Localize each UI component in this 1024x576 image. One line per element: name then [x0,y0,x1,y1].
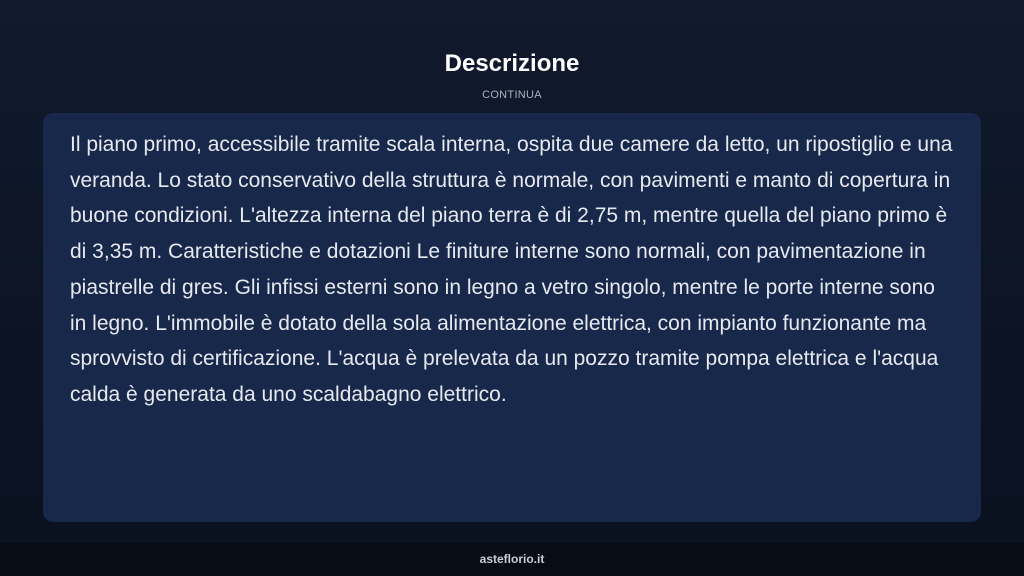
description-card [43,113,981,522]
footer-bar [0,543,1024,576]
description-text: Il piano primo, accessibile tramite scala interna, ospita due camere da letto, un ripostiglio e una veranda. Lo stato conservativo della struttura è normale, con pavimenti e manto di copertura in buone condizioni. L'altezza interna del piano terra è di 2,75 m, mentre quella del piano primo è di 3,35 m. Caratteristiche e dotazioni Le finiture interne sono normali, con pavimentazione in piastrelle di gres. Gli infissi esterni sono in legno a vetro singolo, mentre le porte interne sono in legno. L'immobile è dotato della sola alimentazione elettrica, con impianto funzionante ma sprovvisto di certificazione. L'acqua è prelevata da un pozzo tramite pompa elettrica e l'acqua calda è generata da uno scaldabagno elettrico. [70,133,953,406]
site-name: asteflorio.it [479,552,545,566]
page-header [0,48,1024,103]
continue-link[interactable]: CONTINUA [482,89,542,101]
page-title: Descrizione [444,50,580,77]
